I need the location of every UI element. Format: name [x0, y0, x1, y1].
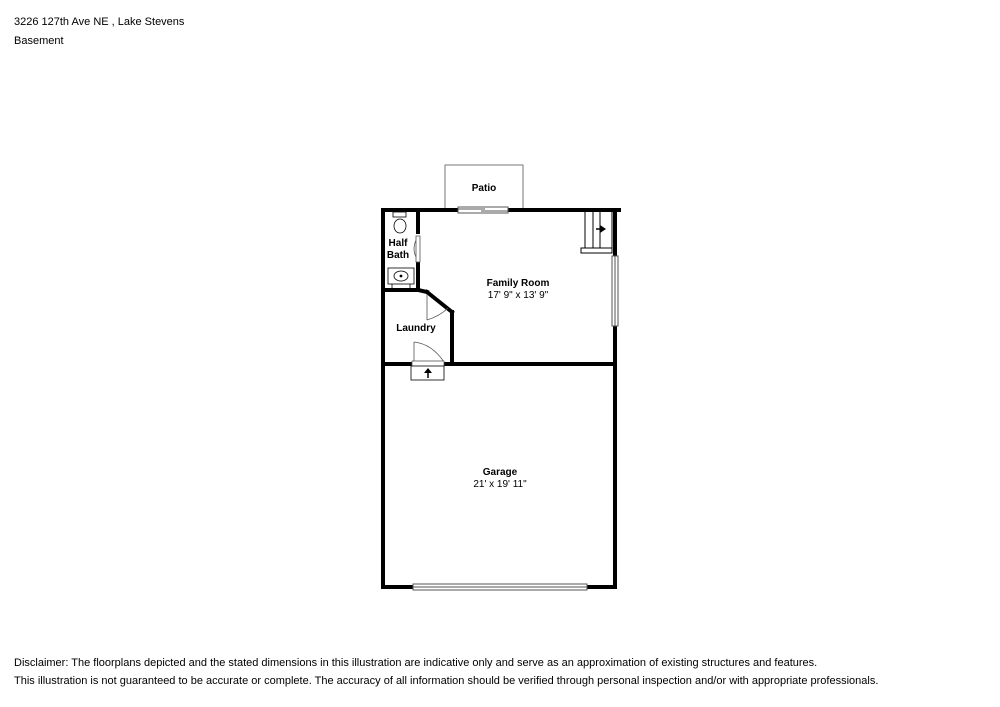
family-room-window [612, 256, 618, 326]
sink-icon [388, 268, 414, 289]
walls [383, 210, 619, 587]
half-bath-label-line2: Bath [386, 250, 410, 261]
half-bath-door [414, 236, 420, 262]
toilet-icon [393, 212, 406, 233]
floor-level-label: Basement [14, 35, 64, 47]
disclaimer-line-2: This illustration is not guaranteed to be accurate or complete. The accuracy of all information should be verified through personal inspection and/or with appropriate professionals. [14, 675, 879, 687]
garage-dimensions: 21' x 19' 11" [473, 479, 527, 490]
stairs-arrow-icon [596, 225, 606, 233]
property-address: 3226 127th Ave NE , Lake Stevens [14, 16, 185, 28]
stairs [581, 210, 612, 253]
garage-label: Garage [482, 467, 518, 478]
garage-door [413, 584, 587, 590]
half-bath-label-line1: Half [388, 238, 408, 249]
laundry-label: Laundry [396, 323, 436, 334]
patio-label: Patio [471, 183, 497, 194]
disclaimer-line-1: Disclaimer: The floorplans depicted and the stated dimensions in this illustration are indicative only and serve as an approximation of existing structures and features. [14, 657, 818, 669]
family-room-label: Family Room [486, 278, 550, 289]
family-room-dimensions: 17' 9" x 13' 9" [487, 290, 549, 301]
entry-arrow-icon [411, 366, 444, 380]
patio-sliding-door [458, 207, 508, 213]
garage-entry-door [412, 342, 444, 367]
